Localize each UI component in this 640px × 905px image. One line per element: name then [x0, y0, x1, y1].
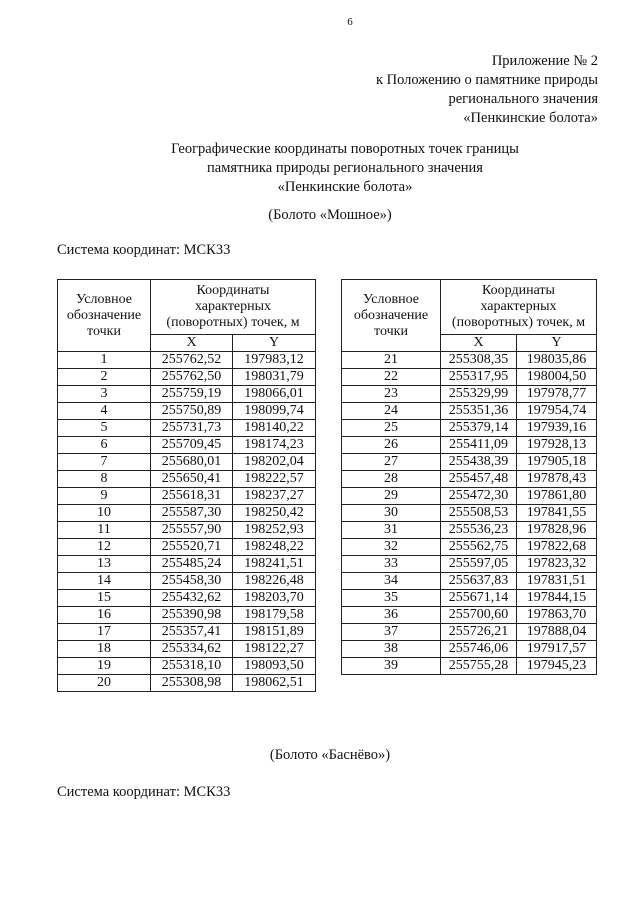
table-row — [58, 437, 316, 454]
x-coordinate-cell: 255308,35 — [441, 352, 517, 369]
appendix-line: «Пенкинские болота» — [463, 110, 598, 126]
y-coordinate-cell: 197878,43 — [517, 471, 597, 488]
title-line: Географические координаты поворотных точек границы — [171, 141, 519, 157]
document-title — [0, 140, 640, 197]
header-point — [342, 280, 441, 352]
table-row — [342, 658, 597, 675]
table-row — [58, 454, 316, 471]
point-id-cell: 8 — [58, 471, 151, 488]
x-coordinate-cell: 255317,95 — [441, 369, 517, 386]
header-text: обозначение — [66, 307, 142, 323]
table-row — [342, 386, 597, 403]
point-id-cell: 18 — [58, 641, 151, 658]
coord-system-label: Система координат: МСК33 — [57, 784, 231, 800]
header-text: характерных — [194, 299, 272, 314]
point-id-cell: 37 — [342, 624, 441, 641]
point-id-cell: 28 — [342, 471, 441, 488]
header-text: характерных — [480, 299, 557, 314]
coordinates-table-1 — [57, 279, 316, 692]
y-coordinate-cell: 197823,32 — [517, 556, 597, 573]
table-row — [342, 556, 597, 573]
x-coordinate-cell: 255597,05 — [441, 556, 517, 573]
table-row — [58, 675, 316, 692]
appendix-line: Приложение № 2 — [491, 53, 598, 69]
y-coordinate-cell: 197861,80 — [517, 488, 597, 505]
header-text: точки — [87, 323, 121, 339]
table-row — [342, 624, 597, 641]
point-id-cell: 16 — [58, 607, 151, 624]
table-row — [58, 420, 316, 437]
y-coordinate-cell: 198237,27 — [233, 488, 316, 505]
table-row — [58, 369, 316, 386]
y-coordinate-cell: 198252,93 — [233, 522, 316, 539]
x-coordinate-cell: 255472,30 — [441, 488, 517, 505]
x-coordinate-cell: 255759,19 — [151, 386, 233, 403]
x-coordinate-cell: 255750,89 — [151, 403, 233, 420]
x-coordinate-cell: 255700,60 — [441, 607, 517, 624]
table-row — [342, 505, 597, 522]
table-row — [58, 658, 316, 675]
y-coordinate-cell: 198174,23 — [233, 437, 316, 454]
x-coordinate-cell: 255329,99 — [441, 386, 517, 403]
y-coordinate-cell: 197928,13 — [517, 437, 597, 454]
title-line: «Пенкинские болота» — [277, 179, 413, 195]
section-heading-basnevo: (Болото «Баснёво») — [269, 747, 391, 763]
x-coordinate-cell: 255318,10 — [151, 658, 233, 675]
table-row — [58, 352, 316, 369]
point-id-cell: 33 — [342, 556, 441, 573]
coordinates-table-2 — [341, 279, 597, 675]
header-coordinates — [151, 280, 316, 335]
x-coordinate-cell: 255458,30 — [151, 573, 233, 590]
y-coordinate-cell: 198241,51 — [233, 556, 316, 573]
table-row — [342, 352, 597, 369]
table-row — [342, 641, 597, 658]
y-coordinate-cell: 198004,50 — [517, 369, 597, 386]
y-coordinate-cell: 198099,74 — [233, 403, 316, 420]
x-coordinate-cell: 255709,45 — [151, 437, 233, 454]
table-row — [58, 624, 316, 641]
point-id-cell: 9 — [58, 488, 151, 505]
x-coordinate-cell: 255390,98 — [151, 607, 233, 624]
y-coordinate-cell: 198202,04 — [233, 454, 316, 471]
y-coordinate-cell: 198151,89 — [233, 624, 316, 641]
table-row — [58, 386, 316, 403]
x-coordinate-cell: 255457,48 — [441, 471, 517, 488]
x-coordinate-cell: 255746,06 — [441, 641, 517, 658]
y-coordinate-cell: 198248,22 — [233, 539, 316, 556]
table-row — [58, 471, 316, 488]
x-coordinate-cell: 255650,41 — [151, 471, 233, 488]
point-id-cell: 25 — [342, 420, 441, 437]
y-coordinate-cell: 197905,18 — [517, 454, 597, 471]
table-row — [58, 590, 316, 607]
y-coordinate-cell: 198122,27 — [233, 641, 316, 658]
y-coordinate-cell: 197831,51 — [517, 573, 597, 590]
point-id-cell: 3 — [58, 386, 151, 403]
x-coordinate-cell: 255438,39 — [441, 454, 517, 471]
point-id-cell: 20 — [58, 675, 151, 692]
point-id-cell: 22 — [342, 369, 441, 386]
y-coordinate-cell: 197978,77 — [517, 386, 597, 403]
header-point — [58, 280, 151, 352]
header-text: точки — [374, 323, 408, 339]
header-x: X — [151, 335, 233, 352]
x-coordinate-cell: 255432,62 — [151, 590, 233, 607]
x-coordinate-cell: 255762,52 — [151, 352, 233, 369]
table-row — [58, 505, 316, 522]
point-id-cell: 34 — [342, 573, 441, 590]
y-coordinate-cell: 198066,01 — [233, 386, 316, 403]
table-row — [342, 590, 597, 607]
table-row — [342, 420, 597, 437]
table-row — [58, 641, 316, 658]
x-coordinate-cell: 255308,98 — [151, 675, 233, 692]
x-coordinate-cell: 255536,23 — [441, 522, 517, 539]
point-id-cell: 24 — [342, 403, 441, 420]
x-coordinate-cell: 255379,14 — [441, 420, 517, 437]
table-row — [58, 573, 316, 590]
section-heading-moshnoe: (Болото «Мошное») — [268, 207, 392, 223]
y-coordinate-cell: 197888,04 — [517, 624, 597, 641]
point-id-cell: 26 — [342, 437, 441, 454]
point-id-cell: 6 — [58, 437, 151, 454]
appendix-line: регионального значения — [448, 91, 598, 107]
table-row — [58, 488, 316, 505]
header-text: (поворотных) точек, м — [451, 315, 586, 330]
y-coordinate-cell: 198031,79 — [233, 369, 316, 386]
table-row — [342, 437, 597, 454]
y-coordinate-cell: 198035,86 — [517, 352, 597, 369]
header-y: Y — [517, 335, 597, 352]
x-coordinate-cell: 255671,14 — [441, 590, 517, 607]
point-id-cell: 14 — [58, 573, 151, 590]
table-row — [342, 539, 597, 556]
point-id-cell: 11 — [58, 522, 151, 539]
x-coordinate-cell: 255351,36 — [441, 403, 517, 420]
y-coordinate-cell: 197917,57 — [517, 641, 597, 658]
point-id-cell: 29 — [342, 488, 441, 505]
y-coordinate-cell: 198203,70 — [233, 590, 316, 607]
table-row — [342, 522, 597, 539]
header-text: Условное — [363, 291, 419, 307]
coord-system-label: Система координат: МСК33 — [57, 242, 231, 258]
header-x: X — [441, 335, 517, 352]
point-id-cell: 21 — [342, 352, 441, 369]
x-coordinate-cell: 255520,71 — [151, 539, 233, 556]
title-line: памятника природы регионального значения — [207, 160, 483, 176]
y-coordinate-cell: 198226,48 — [233, 573, 316, 590]
header-text: Координаты — [482, 283, 555, 298]
point-id-cell: 39 — [342, 658, 441, 675]
point-id-cell: 27 — [342, 454, 441, 471]
header-coordinates — [441, 280, 597, 335]
point-id-cell: 13 — [58, 556, 151, 573]
x-coordinate-cell: 255762,50 — [151, 369, 233, 386]
table-row — [342, 369, 597, 386]
y-coordinate-cell: 198250,42 — [233, 505, 316, 522]
y-coordinate-cell: 198140,22 — [233, 420, 316, 437]
y-coordinate-cell: 198179,58 — [233, 607, 316, 624]
y-coordinate-cell: 197828,96 — [517, 522, 597, 539]
point-id-cell: 15 — [58, 590, 151, 607]
point-id-cell: 12 — [58, 539, 151, 556]
x-coordinate-cell: 255755,28 — [441, 658, 517, 675]
y-coordinate-cell: 197954,74 — [517, 403, 597, 420]
point-id-cell: 1 — [58, 352, 151, 369]
y-coordinate-cell: 197945,23 — [517, 658, 597, 675]
y-coordinate-cell: 197939,16 — [517, 420, 597, 437]
x-coordinate-cell: 255637,83 — [441, 573, 517, 590]
header-text: Координаты — [196, 283, 270, 298]
x-coordinate-cell: 255357,41 — [151, 624, 233, 641]
y-coordinate-cell: 198222,57 — [233, 471, 316, 488]
point-id-cell: 36 — [342, 607, 441, 624]
y-coordinate-cell: 198093,50 — [233, 658, 316, 675]
table-row — [58, 607, 316, 624]
point-id-cell: 10 — [58, 505, 151, 522]
table-row — [342, 471, 597, 488]
header-text: обозначение — [353, 307, 429, 323]
table-row — [58, 556, 316, 573]
y-coordinate-cell: 197844,15 — [517, 590, 597, 607]
table-row — [342, 573, 597, 590]
table-row — [342, 607, 597, 624]
x-coordinate-cell: 255557,90 — [151, 522, 233, 539]
y-coordinate-cell: 197863,70 — [517, 607, 597, 624]
y-coordinate-cell: 197841,55 — [517, 505, 597, 522]
x-coordinate-cell: 255680,01 — [151, 454, 233, 471]
header-text: (поворотных) точек, м — [166, 315, 300, 330]
point-id-cell: 19 — [58, 658, 151, 675]
header-text: Условное — [76, 291, 132, 307]
x-coordinate-cell: 255334,62 — [151, 641, 233, 658]
point-id-cell: 38 — [342, 641, 441, 658]
x-coordinate-cell: 255411,09 — [441, 437, 517, 454]
x-coordinate-cell: 255485,24 — [151, 556, 233, 573]
table-row — [58, 403, 316, 420]
point-id-cell: 30 — [342, 505, 441, 522]
header-y: Y — [233, 335, 316, 352]
appendix-line: к Положению о памятнике природы — [375, 72, 598, 88]
x-coordinate-cell: 255562,75 — [441, 539, 517, 556]
table-row — [342, 403, 597, 420]
y-coordinate-cell: 197983,12 — [233, 352, 316, 369]
point-id-cell: 2 — [58, 369, 151, 386]
table-row — [58, 539, 316, 556]
x-coordinate-cell: 255731,73 — [151, 420, 233, 437]
point-id-cell: 4 — [58, 403, 151, 420]
y-coordinate-cell: 198062,51 — [233, 675, 316, 692]
point-id-cell: 7 — [58, 454, 151, 471]
table-row — [342, 488, 597, 505]
page-number: 6 — [347, 16, 353, 28]
table-row — [342, 454, 597, 471]
point-id-cell: 31 — [342, 522, 441, 539]
table-row — [58, 522, 316, 539]
y-coordinate-cell: 197822,68 — [517, 539, 597, 556]
x-coordinate-cell: 255508,53 — [441, 505, 517, 522]
point-id-cell: 23 — [342, 386, 441, 403]
point-id-cell: 32 — [342, 539, 441, 556]
point-id-cell: 17 — [58, 624, 151, 641]
x-coordinate-cell: 255587,30 — [151, 505, 233, 522]
x-coordinate-cell: 255618,31 — [151, 488, 233, 505]
point-id-cell: 5 — [58, 420, 151, 437]
appendix-header — [376, 52, 598, 128]
point-id-cell: 35 — [342, 590, 441, 607]
x-coordinate-cell: 255726,21 — [441, 624, 517, 641]
